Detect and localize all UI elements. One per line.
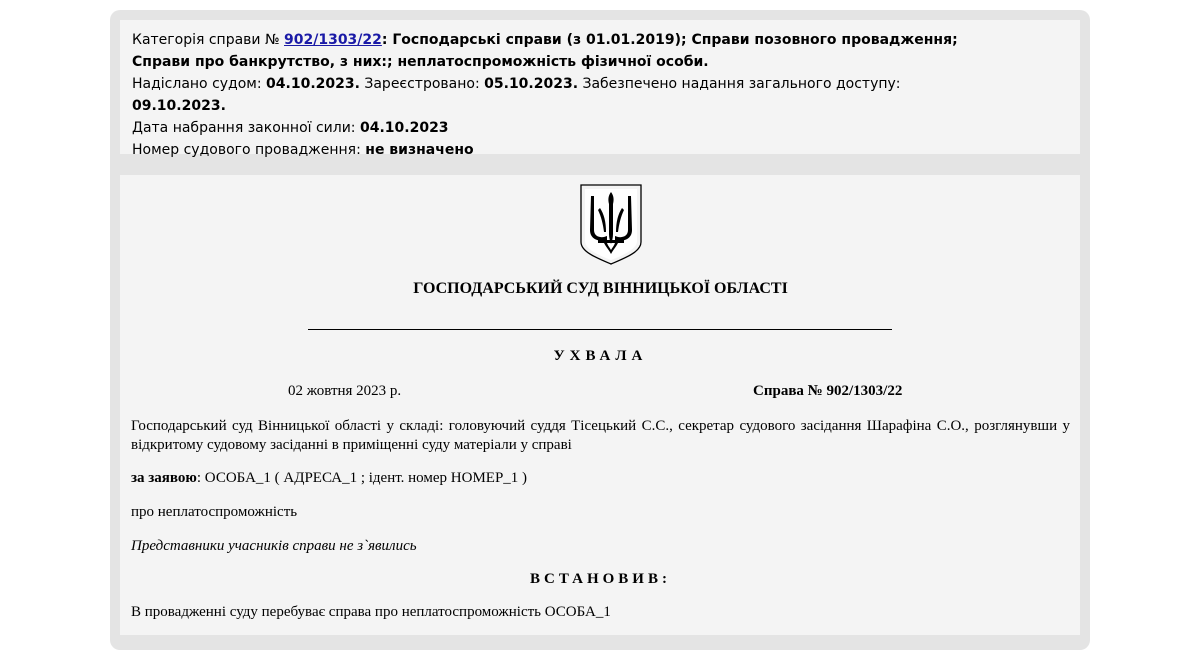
title-divider xyxy=(308,329,892,330)
sent-date: 04.10.2023. xyxy=(266,76,360,92)
applicant-label: за заявою xyxy=(131,470,197,486)
body-paragraph: В провадженні суду перебуває справа про неплатоспроможність ОСОБА_1 xyxy=(131,604,611,620)
legal-force-date: 04.10.2023 xyxy=(359,120,449,136)
access-date: 09.10.2023. xyxy=(132,98,226,114)
proceeding-label: Номер судового провадження: xyxy=(132,142,361,158)
case-category xyxy=(132,29,982,73)
category-value: : Господарські справи (з 01.01.2019); Справи позовного провадження; Справи про банкрутство, з них:; неплатоспроможність фізичної особи. xyxy=(132,32,958,70)
case-dates xyxy=(132,73,982,117)
applicant-paragraph xyxy=(131,469,1070,488)
case-metadata-panel xyxy=(120,20,1080,158)
case-subject-paragraph: про неплатоспроможність xyxy=(131,504,298,520)
court-composition-paragraph: Господарський суд Вінницької області у складі: головуючий суддя Тісецький С.С., секретар судового засідання Шарафіна С.О., розглянувши у відкритому судовому засіданні в приміщенні суду матеріали у справі xyxy=(131,418,1070,453)
sent-label: Надіслано судом: xyxy=(132,76,262,92)
proceeding-line xyxy=(132,139,982,161)
case-number-heading: Справа № 902/1303/22 xyxy=(753,383,903,399)
applicant-details: : ОСОБА_1 ( АДРЕСА_1 ; ідент. номер НОМЕР_1 ) xyxy=(196,470,528,486)
proceeding-number: не визначено xyxy=(365,142,474,158)
legal-force-line xyxy=(132,117,982,139)
ruling-date: 02 жовтня 2023 р. xyxy=(288,383,402,399)
case-metadata xyxy=(132,29,982,161)
attendance-paragraph: Представники учасників справи не з`явились xyxy=(131,538,417,554)
established-heading: ВСТАНОВИВ: xyxy=(530,571,671,587)
court-name-heading: ГОСПОДАРСЬКИЙ СУД ВІННИЦЬКОЇ ОБЛАСТІ xyxy=(413,280,788,297)
registered-date: 05.10.2023. xyxy=(484,76,579,92)
case-number-link[interactable]: 902/1303/22 xyxy=(284,32,382,48)
category-label: Категорія справи № xyxy=(132,32,280,48)
document-panel xyxy=(120,175,1080,635)
trident-coat-of-arms-icon xyxy=(580,184,642,265)
access-label: Забезпечено надання загального доступу: xyxy=(582,76,901,92)
registered-label: Зареєстровано: xyxy=(364,76,480,92)
document-title: УХВАЛА xyxy=(553,348,648,364)
legal-force-label: Дата набрання законної сили: xyxy=(132,120,356,136)
